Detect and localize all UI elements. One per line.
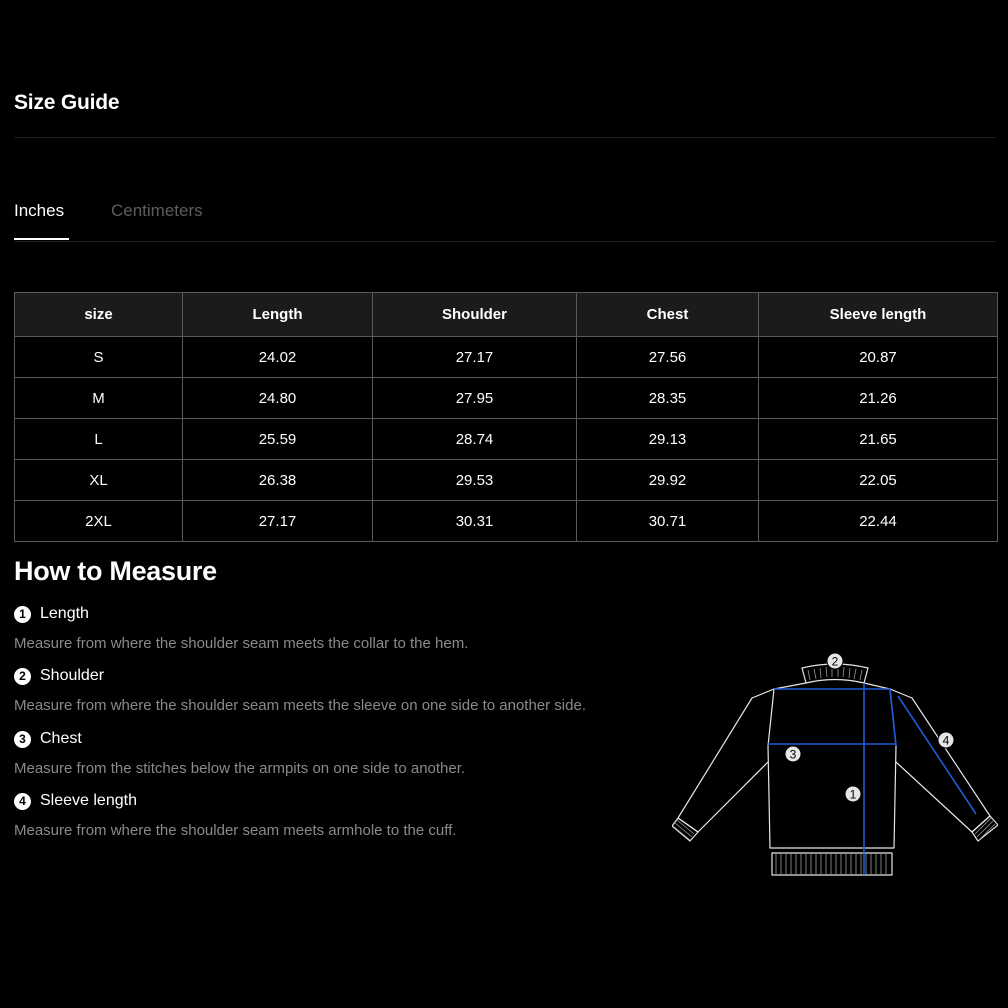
cell-chest: 29.13 — [577, 419, 759, 460]
cell-length: 24.02 — [183, 337, 373, 378]
marker-3-label: 3 — [789, 747, 797, 762]
cell-length: 26.38 — [183, 460, 373, 501]
number-1-icon: 1 — [14, 606, 31, 623]
header-shoulder: Shoulder — [373, 293, 577, 337]
table-row — [15, 501, 998, 542]
cell-chest: 28.35 — [577, 378, 759, 419]
measure-description: Measure from the stitches below the armpits on one side to another. — [14, 760, 466, 777]
table-row — [15, 419, 998, 460]
side-line — [890, 689, 896, 746]
cell-shoulder: 27.17 — [373, 337, 577, 378]
header-length: Length — [183, 293, 373, 337]
cell-size: 2XL — [15, 501, 183, 542]
measure-item-sleeve-length — [14, 791, 654, 839]
sweater-outline — [672, 664, 998, 875]
measure-label: Chest — [40, 730, 82, 747]
cell-length: 24.80 — [183, 378, 373, 419]
cell-shoulder: 30.31 — [373, 501, 577, 542]
cell-sleeve-length: 20.87 — [759, 337, 998, 378]
cell-length: 25.59 — [183, 419, 373, 460]
measure-label: Shoulder — [40, 667, 105, 684]
sweater-diagram-icon — [672, 648, 998, 880]
active-tab-indicator — [14, 238, 69, 240]
how-to-measure-title: How to Measure — [14, 556, 217, 586]
measure-item-length — [14, 604, 654, 652]
cell-sleeve-length: 21.65 — [759, 419, 998, 460]
unit-tabs — [14, 200, 996, 242]
cell-shoulder: 27.95 — [373, 378, 577, 419]
cell-sleeve-length: 22.05 — [759, 460, 998, 501]
cell-sleeve-length: 21.26 — [759, 378, 998, 419]
measure-label: Sleeve length — [40, 792, 137, 809]
cell-chest: 30.71 — [577, 501, 759, 542]
number-2-icon: 2 — [14, 668, 31, 685]
cell-sleeve-length: 22.44 — [759, 501, 998, 542]
sleeve-line — [898, 696, 976, 814]
cell-shoulder: 28.74 — [373, 419, 577, 460]
header-sleeve-length: Sleeve length — [759, 293, 998, 337]
cell-size: L — [15, 419, 183, 460]
measure-item-chest — [14, 729, 654, 777]
cell-length: 27.17 — [183, 501, 373, 542]
header-size: size — [15, 293, 183, 337]
cell-size: S — [15, 337, 183, 378]
table-row — [15, 460, 998, 501]
cell-size: XL — [15, 460, 183, 501]
header-chest: Chest — [577, 293, 759, 337]
cell-chest: 29.92 — [577, 460, 759, 501]
table-row — [15, 337, 998, 378]
measurement-lines — [768, 683, 976, 875]
title-divider — [14, 137, 996, 138]
marker-1-label: 1 — [849, 787, 857, 802]
measure-description: Measure from where the shoulder seam meets the collar to the hem. — [14, 635, 469, 652]
measure-description: Measure from where the shoulder seam meets armhole to the cuff. — [14, 822, 457, 839]
number-4-icon: 4 — [14, 793, 31, 810]
marker-2-label: 2 — [831, 654, 839, 669]
tab-inches[interactable]: Inches — [14, 201, 65, 220]
size-table — [14, 292, 998, 542]
cell-chest: 27.56 — [577, 337, 759, 378]
measure-item-shoulder — [14, 666, 654, 714]
cell-shoulder: 29.53 — [373, 460, 577, 501]
measure-description: Measure from where the shoulder seam meets the sleeve on one side to another side. — [14, 697, 586, 714]
marker-4-label: 4 — [942, 733, 950, 748]
measure-label: Length — [40, 605, 89, 622]
diagram-markers — [785, 653, 954, 802]
number-3-icon: 3 — [14, 731, 31, 748]
table-row — [15, 378, 998, 419]
tab-centimeters[interactable]: Centimeters — [111, 201, 203, 220]
table-header-row — [15, 293, 998, 337]
page-title: Size Guide — [14, 91, 120, 114]
cell-size: M — [15, 378, 183, 419]
